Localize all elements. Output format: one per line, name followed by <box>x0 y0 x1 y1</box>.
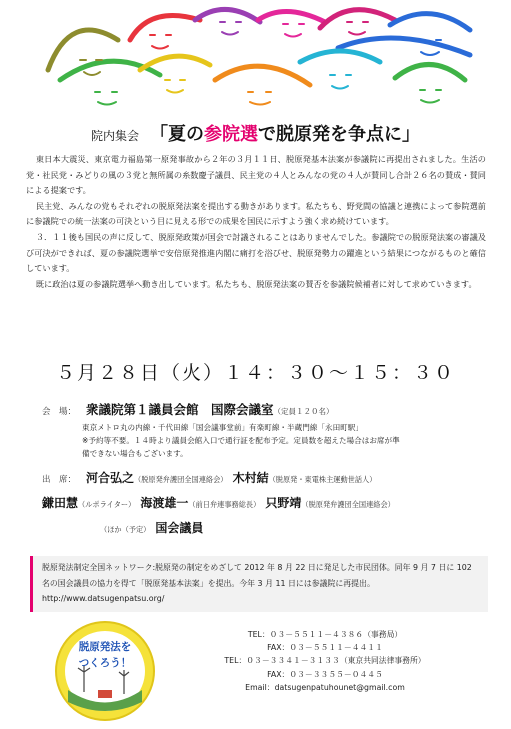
house-icon <box>98 690 112 698</box>
attendees-row-3 <box>100 517 203 536</box>
network-info-text: 脱原発法制定全国ネットワーク:脱原発の制定をめざして 2012 年 8 月 22 日に発足した市民団体。同年 9 月 7 日に 102 名の国会議員の協力を得て「脱原発基本法案」を提出。今年 3 月 11 日には参議院に再提出。http://www.datsugenpatsu.org/ <box>42 563 472 603</box>
title-highlight-datsugenpatsu: 脱原発 <box>276 124 331 145</box>
title-mid: で <box>258 124 277 145</box>
attendee-affiliation: （脱原発弁護団全国連絡会） <box>301 500 395 509</box>
attendees-row-2 <box>42 492 395 511</box>
face-hair-green2 <box>395 64 465 80</box>
attendee-affiliation: （前日弁連事務総長） <box>188 500 261 509</box>
attendee-name: 木村結 <box>232 471 269 485</box>
contact-tel-office: TEL：０３－５５１１－４３８６（事務局） <box>247 630 403 639</box>
attendee-affiliation: （脱原発弁護団全国連絡会） <box>134 475 228 484</box>
contact-email[interactable]: Email：datsugenpatuhounet@gmail.com <box>245 682 405 692</box>
title-highlight-sangiinsen: 参院選 <box>204 124 259 145</box>
venue-capacity: （定員１２０名） <box>273 407 334 416</box>
face-hair-cyan <box>300 51 380 62</box>
face-hair-red <box>130 16 200 41</box>
title-open: 「夏の <box>150 124 205 145</box>
attendee-name: 河合弘之 <box>86 471 135 485</box>
attendee-affiliation: （脱原発・東電株主運動世話人） <box>268 475 377 484</box>
event-date-time: ５月２８日（火）１４：３０～１５：３０ <box>55 362 455 384</box>
paragraph-2: 民主党、みんなの党もそれぞれの脱原発法案を提出する動きがあります。私たちも、野党間の協議と連携によって参院選前に参議院での統一法案の可決という目に見える形での成果を国民に示すよう強く求め続けています。 <box>26 200 486 227</box>
venue-access <box>82 421 400 460</box>
attendee-name: 鎌田慧 <box>42 496 79 510</box>
paragraph-1: 東日本大震災、東京電力福島第一原発事故から２年の３月１１日、脱原発基本法案が参議院に再提出されました。生活の党・社民党・みどりの風の３党と無所属の糸数慶子議員、民主党の４人とみんなの党の４人が賛同し合計２６名の賛成・賛同による提案です。 <box>26 154 486 196</box>
face-hair-purple <box>195 9 260 22</box>
access-line-2: ※予約等不要。１４時より議員会館入口で通行証を配布予定。定員数を超えた場合はお席が準 <box>82 436 400 445</box>
page-title <box>0 120 511 146</box>
attendee-diet-members: 国会議員 <box>155 521 204 535</box>
attendee-affiliation: （ルポライター） <box>78 500 136 509</box>
venue-row <box>42 399 492 418</box>
paragraph-4: 既に政治は夏の参議院選挙へ動き出しています。私たちも、脱原発法案の賛否を参議院候補者に対して求めていきます。 <box>35 278 477 289</box>
title-main <box>150 124 420 145</box>
campaign-logo <box>54 620 156 722</box>
venue-name: 衆議院第１議員会館 国際会議室 <box>86 402 274 417</box>
contact-fax-law-office: FAX：０３－３３５５－０４４５ <box>267 669 383 679</box>
face-hair-pink <box>258 11 325 22</box>
attendees-others-label: （ほか（予定） <box>100 525 151 534</box>
face-hair-blue <box>390 14 470 30</box>
venue-label: 会 場： <box>42 407 77 417</box>
attendee-name: 只野靖 <box>265 496 302 510</box>
body-text <box>26 152 486 292</box>
face-hair-olive <box>48 30 118 70</box>
logo-text-line-1: 脱原発法を <box>78 641 132 653</box>
title-sub: 院内集会 <box>90 129 139 143</box>
contact-tel-law-office: TEL：０３－３３４１－３１３３（東京共同法律事務所） <box>224 656 426 666</box>
contact-fax-office: FAX：０３－５５１１－４４１１ <box>267 643 383 653</box>
logo-text-line-2: つくろう！ <box>78 657 132 669</box>
contact-info <box>190 628 460 694</box>
attendees-label: 出 席： <box>42 475 77 485</box>
face-hair-orange <box>215 66 310 85</box>
attendees-row-1 <box>42 467 376 486</box>
face-hair-magenta <box>320 10 395 28</box>
access-line-3: 備できない場合もございます。 <box>82 449 188 458</box>
paragraph-3: ３．１１後も国民の声に反して、脱原発政策が国会で討議されることはありませんでした。参議院での脱原発法案の審議及び可決ができれば、夏の参議院選挙で安倍原発推進内閣に痛打を浴びせ、脱原発勢力の躍進という結果につながるものと確信しています。 <box>26 231 486 274</box>
attendee-name: 海渡雄一 <box>140 496 189 510</box>
title-close: を争点に」 <box>330 124 421 145</box>
access-line-1: 東京メトロ丸の内線・千代田線「国会議事堂前」有楽町線・半蔵門線「永田町駅」 <box>82 423 363 432</box>
header-faces-illustration <box>0 0 511 112</box>
